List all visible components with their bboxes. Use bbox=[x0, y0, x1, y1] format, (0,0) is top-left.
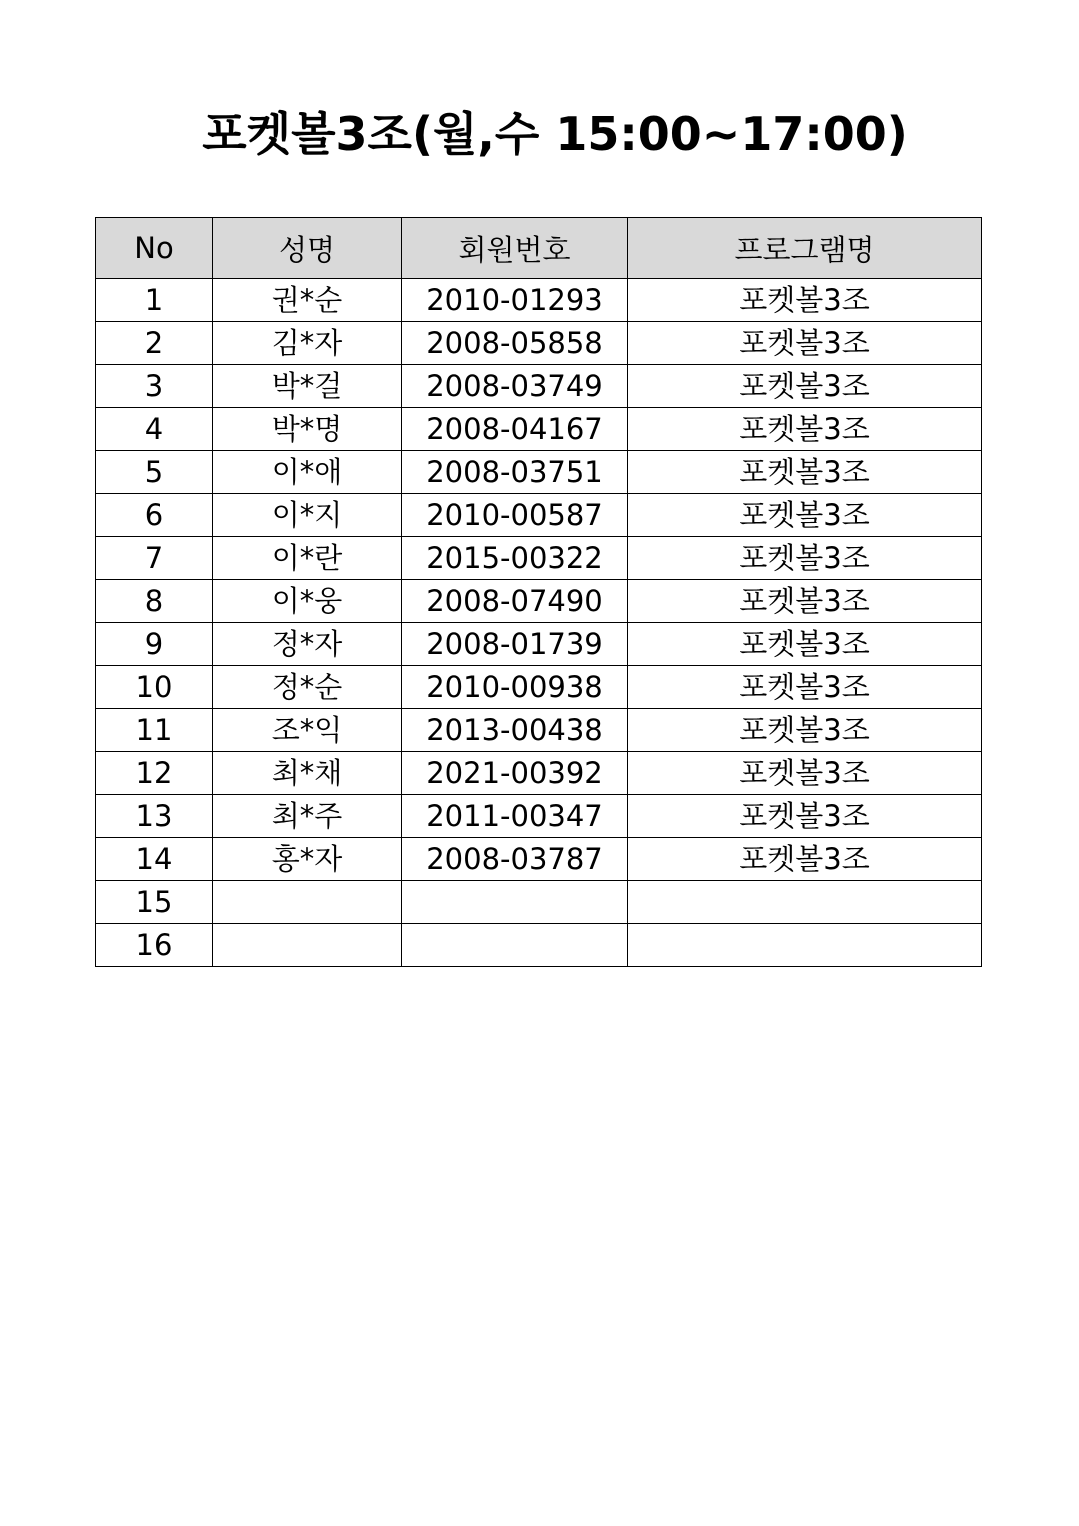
cell-name: 이*애 bbox=[213, 451, 402, 494]
table-row bbox=[96, 279, 982, 322]
cell-name bbox=[213, 924, 402, 967]
cell-member-number: 2008-05858 bbox=[402, 322, 628, 365]
table-row bbox=[96, 580, 982, 623]
cell-program-name: 포켓볼3조 bbox=[628, 709, 982, 752]
table-row bbox=[96, 365, 982, 408]
cell-member-number: 2010-00587 bbox=[402, 494, 628, 537]
cell-member-number: 2011-00347 bbox=[402, 795, 628, 838]
cell-member-number: 2021-00392 bbox=[402, 752, 628, 795]
table-header-row bbox=[96, 218, 982, 279]
cell-name: 최*주 bbox=[213, 795, 402, 838]
cell-name: 이*지 bbox=[213, 494, 402, 537]
cell-member-number: 2008-07490 bbox=[402, 580, 628, 623]
table-row bbox=[96, 881, 982, 924]
cell-program-name: 포켓볼3조 bbox=[628, 408, 982, 451]
column-header-no: No bbox=[96, 218, 213, 279]
table-row bbox=[96, 795, 982, 838]
cell-no: 8 bbox=[96, 580, 213, 623]
cell-no: 2 bbox=[96, 322, 213, 365]
cell-name: 정*순 bbox=[213, 666, 402, 709]
cell-name: 조*익 bbox=[213, 709, 402, 752]
cell-no: 9 bbox=[96, 623, 213, 666]
cell-program-name: 포켓볼3조 bbox=[628, 494, 982, 537]
cell-member-number: 2015-00322 bbox=[402, 537, 628, 580]
column-header-program-name: 프로그램명 bbox=[628, 218, 982, 279]
cell-name: 이*웅 bbox=[213, 580, 402, 623]
table-row bbox=[96, 408, 982, 451]
cell-name: 홍*자 bbox=[213, 838, 402, 881]
table-row bbox=[96, 838, 982, 881]
cell-name: 정*자 bbox=[213, 623, 402, 666]
cell-name: 이*란 bbox=[213, 537, 402, 580]
table-row bbox=[96, 623, 982, 666]
cell-program-name: 포켓볼3조 bbox=[628, 838, 982, 881]
cell-name: 박*명 bbox=[213, 408, 402, 451]
table-row bbox=[96, 322, 982, 365]
table-row bbox=[96, 666, 982, 709]
cell-no: 4 bbox=[96, 408, 213, 451]
cell-program-name: 포켓볼3조 bbox=[628, 537, 982, 580]
cell-no: 1 bbox=[96, 279, 213, 322]
cell-no: 12 bbox=[96, 752, 213, 795]
cell-program-name bbox=[628, 924, 982, 967]
cell-name: 최*채 bbox=[213, 752, 402, 795]
cell-member-number: 2008-03751 bbox=[402, 451, 628, 494]
cell-member-number: 2013-00438 bbox=[402, 709, 628, 752]
cell-member-number bbox=[402, 924, 628, 967]
cell-program-name bbox=[628, 881, 982, 924]
cell-program-name: 포켓볼3조 bbox=[628, 365, 982, 408]
cell-no: 15 bbox=[96, 881, 213, 924]
cell-program-name: 포켓볼3조 bbox=[628, 322, 982, 365]
cell-program-name: 포켓볼3조 bbox=[628, 623, 982, 666]
cell-no: 13 bbox=[96, 795, 213, 838]
cell-program-name: 포켓볼3조 bbox=[628, 752, 982, 795]
cell-program-name: 포켓볼3조 bbox=[628, 666, 982, 709]
cell-name: 권*순 bbox=[213, 279, 402, 322]
table-row bbox=[96, 537, 982, 580]
cell-program-name: 포켓볼3조 bbox=[628, 451, 982, 494]
table-row bbox=[96, 924, 982, 967]
cell-name: 김*자 bbox=[213, 322, 402, 365]
cell-member-number: 2010-00938 bbox=[402, 666, 628, 709]
cell-no: 3 bbox=[96, 365, 213, 408]
cell-member-number: 2008-01739 bbox=[402, 623, 628, 666]
cell-member-number bbox=[402, 881, 628, 924]
cell-program-name: 포켓볼3조 bbox=[628, 279, 982, 322]
cell-no: 6 bbox=[96, 494, 213, 537]
table-row bbox=[96, 451, 982, 494]
cell-member-number: 2008-04167 bbox=[402, 408, 628, 451]
roster-table bbox=[95, 217, 982, 967]
cell-member-number: 2008-03749 bbox=[402, 365, 628, 408]
cell-name bbox=[213, 881, 402, 924]
table-row bbox=[96, 494, 982, 537]
cell-no: 10 bbox=[96, 666, 213, 709]
cell-no: 5 bbox=[96, 451, 213, 494]
cell-no: 7 bbox=[96, 537, 213, 580]
cell-program-name: 포켓볼3조 bbox=[628, 580, 982, 623]
column-header-name: 성명 bbox=[213, 218, 402, 279]
cell-name: 박*걸 bbox=[213, 365, 402, 408]
cell-member-number: 2008-03787 bbox=[402, 838, 628, 881]
cell-no: 16 bbox=[96, 924, 213, 967]
table-row bbox=[96, 709, 982, 752]
page-title: 포켓볼3조(월,수 15:00~17:00) bbox=[202, 107, 908, 161]
table-row bbox=[96, 752, 982, 795]
cell-no: 11 bbox=[96, 709, 213, 752]
cell-no: 14 bbox=[96, 838, 213, 881]
cell-program-name: 포켓볼3조 bbox=[628, 795, 982, 838]
column-header-member-number: 회원번호 bbox=[402, 218, 628, 279]
cell-member-number: 2010-01293 bbox=[402, 279, 628, 322]
